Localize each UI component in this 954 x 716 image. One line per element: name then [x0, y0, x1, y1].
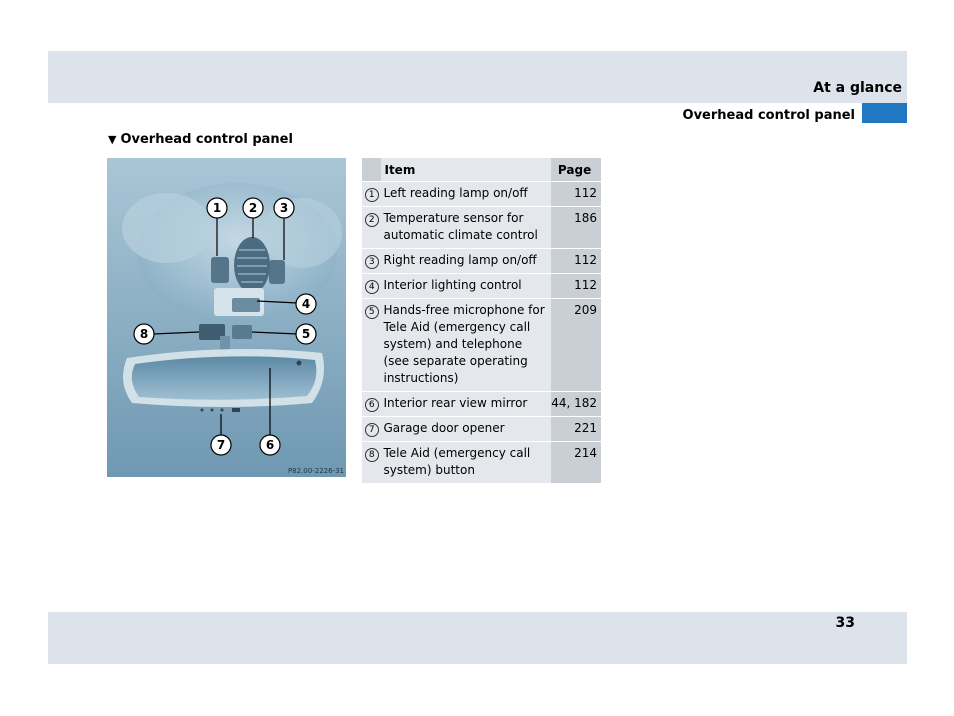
chapter-title: At a glance: [813, 80, 902, 96]
callout-6: 6: [265, 438, 275, 452]
item-number: 8: [365, 448, 379, 462]
item-description: Right reading lamp on/off: [381, 249, 550, 274]
item-description: Tele Aid (emergency call system) button: [381, 442, 550, 484]
callout-5: 5: [301, 327, 311, 341]
callout-2: 2: [248, 201, 258, 215]
table-row: [362, 417, 601, 442]
table-row: [362, 249, 601, 274]
triangle-down-icon: ▼: [108, 133, 117, 146]
item-page: 112: [551, 249, 601, 274]
item-page: 214: [551, 442, 601, 484]
table-row: [362, 274, 601, 299]
item-number: 6: [365, 398, 379, 412]
item-description: Left reading lamp on/off: [381, 182, 550, 207]
callout-7: 7: [216, 438, 226, 452]
overhead-panel-photo: [107, 158, 346, 477]
section-title: Overhead control panel: [682, 108, 855, 123]
header-band: [48, 51, 907, 103]
footer-band: [48, 612, 907, 664]
callout-8: 8: [139, 327, 149, 341]
item-number: 7: [365, 423, 379, 437]
table-row: [362, 207, 601, 249]
item-description: Interior rear view mirror: [381, 392, 550, 417]
item-description: Interior lighting control: [381, 274, 550, 299]
item-number: 3: [365, 255, 379, 269]
table-row: [362, 442, 601, 484]
item-description: Hands-free microphone for Tele Aid (emergency call system) and telephone (see separate operating instructions): [381, 299, 550, 392]
page-number: 33: [835, 615, 855, 631]
callout-3: 3: [279, 201, 289, 215]
page-heading: [108, 132, 293, 147]
photo-illustration: [107, 158, 346, 477]
right-lamp-switch: [269, 260, 285, 284]
section-tab-marker: [862, 103, 907, 123]
left-lamp-switch: [211, 257, 229, 283]
item-page: 221: [551, 417, 601, 442]
item-number: 1: [365, 188, 379, 202]
column-item: Item: [381, 158, 550, 182]
table-header-row: [362, 158, 601, 182]
temperature-sensor: [234, 237, 270, 293]
item-number: 2: [365, 213, 379, 227]
item-description: Garage door opener: [381, 417, 550, 442]
column-page: Page: [551, 158, 601, 182]
photo-code: P82.00-2226-31: [287, 467, 344, 475]
item-page: 186: [551, 207, 601, 249]
table-row: [362, 182, 601, 207]
table-row: [362, 299, 601, 392]
item-page: 112: [551, 182, 601, 207]
mirror-glass: [132, 356, 317, 399]
microphone: [232, 325, 252, 339]
heading-text: Overhead control panel: [120, 132, 293, 147]
item-page: 44, 182: [551, 392, 601, 417]
item-page: 209: [551, 299, 601, 392]
callout-4: 4: [301, 297, 311, 311]
table-row: [362, 392, 601, 417]
item-number: 5: [365, 305, 379, 319]
item-table: [362, 158, 601, 483]
item-page: 112: [551, 274, 601, 299]
item-number: 4: [365, 280, 379, 294]
item-description: Temperature sensor for automatic climate control: [381, 207, 550, 249]
callout-1: 1: [212, 201, 222, 215]
